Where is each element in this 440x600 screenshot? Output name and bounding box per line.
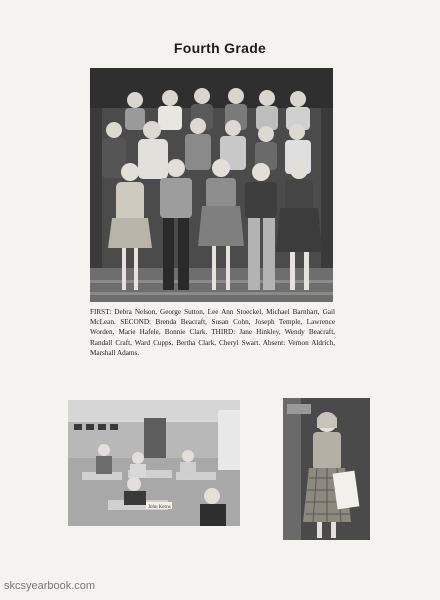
caption-third-names: Jane Hinkley, Wendy Beacraft, Randall Craft, Ward Cupps, Bertha Clark, Cheryl Swart. <box>90 328 335 347</box>
student-photo <box>283 398 370 540</box>
caption-second-label: SECOND: <box>120 318 152 327</box>
caption-absent-names: Vernon Aldrich, Marshall Adams. <box>90 338 335 357</box>
desk-nameplate: John Kerns <box>148 505 171 510</box>
caption-second-names: Brenda Beacraft, Susan Cohn, Joseph Temple, Lawrence Worden, Marie Hafele, Bonnie Clark. <box>90 318 336 337</box>
classroom-photo <box>68 400 240 526</box>
page-title: Fourth Grade <box>173 40 267 56</box>
class-group-photo <box>90 68 333 302</box>
caption-third-label: THIRD: <box>211 328 236 337</box>
photo-caption <box>90 307 335 358</box>
caption-absent-label: Absent: <box>262 338 286 347</box>
caption-first-names: Debra Nelson, George Sutton, Lee Ann Stoeckel, Michael Barnhart, Gail McLean. <box>90 308 335 327</box>
site-watermark: skcsyearbook.com <box>4 580 96 592</box>
caption-first-label: FIRST: <box>90 308 112 316</box>
